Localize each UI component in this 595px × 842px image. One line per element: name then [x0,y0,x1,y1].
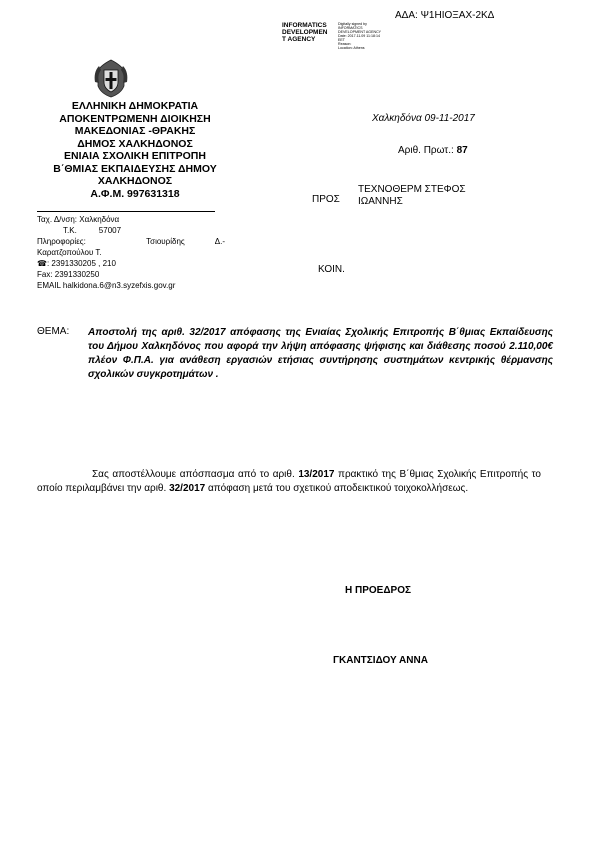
to-label: ΠΡΟΣ [312,194,340,205]
telephone-icon: ☎ [37,259,47,268]
digital-signature-stamp: INFORMATICS DEVELOPMEN T AGENCY [282,22,328,43]
cc-label: ΚΟΙΝ. [318,264,345,275]
place-date: Χαλκηδόνα 09-11-2017 [372,113,475,124]
ada-code: ΑΔΑ: Ψ1ΗΙΟΞΑΧ-2ΚΔ [395,10,495,21]
digital-signature-details: Digitally signed by INFORMATICS DEVELOPMENT AGENCY Date: 2017.11.09 11:18:14 EET Reason: Location: Athens [338,22,382,50]
contact-block [37,214,227,291]
header-divider [37,211,215,212]
protocol-number: Αριθ. Πρωτ.: 87 [398,145,468,156]
info-line: Πληροφορίες: Τσιουρίδης Δ.- [37,237,225,246]
subject-text: Αποστολή της αριθ. 32/2017 απόφασης της Ενιαίας Σχολικής Επιτροπής Β΄θμιας Εκπαίδευσης του Δήμου Χαλκηδόνος που αφορά την λήψη απόφασης ψήφισης και διάθεσης ποσού 2.110,00€ πλέον Φ.Π.Α. για ανάθεση εργασιών ετήσιας συντήρησης συστημάτων κεντρικής θέρμανσης σχολικών συγκροτημάτων . [88,327,553,380]
recipient: ΤΕΧΝΟΘΕΡΜ ΣΤΕΦΟΣ ΙΩΑΝΝΗΣ [358,184,466,207]
phone-line: ☎: 2391330205 , 210 [37,259,116,268]
greek-coat-of-arms-icon [93,58,129,98]
issuer-header: ΕΛΛΗΝΙΚΗ ΔΗΜΟΚΡΑΤΙΑ ΑΠΟΚΕΝΤΡΩΜΕΝΗ ΔΙΟΙΚΗΣΗ ΜΑΚΕΔΟΝΙΑΣ -ΘΡΑΚΗΣ ΔΗΜΟΣ ΧΑΛΚΗΔΟΝΟΣ ΕΝΙΑΙΑ ΣΧΟΛΙΚΗ ΕΠΙΤΡΟΠΗ Β΄ΘΜΙΑΣ ΕΚΠΑΙΔΕΥΣΗΣ ΔΗΜΟΥ ΧΑΛΚΗΔΟΝΟΣ Α.Φ.Μ. 997631318 [40,100,230,200]
subject-label: ΘΕΜΑ: [37,326,70,337]
signer-name: ΓΚΑΝΤΣΙΔΟΥ ΑΝΝΑ [333,655,428,666]
address-line: Ταχ. Δ/νση: Χαλκηδόνα [37,215,120,224]
body-paragraph: Σας αποστέλλουμε απόσπασμα από το αριθ. 13/2017 πρακτικό της Β΄θμιας Σχολικής Επιτροπής το οποίο περιλαμβάνει την αριθ. 32/2017 απόφαση μετά του σχετικού αποδεικτικού τοιχοκολλήσεως. [37,469,541,494]
tax-id: Α.Φ.Μ. 997631318 [90,187,180,200]
info-name-line: Καρατζοπούλου Τ. [37,248,102,257]
email-line: EMAIL halkidona.6@n3.syzefxis.gov.gr [37,281,176,290]
postcode-line: Τ.Κ. 57007 [63,226,122,235]
signer-role: Η ΠΡΟΕΔΡΟΣ [345,585,411,596]
fax-line: Fax: 2391330250 [37,270,100,279]
